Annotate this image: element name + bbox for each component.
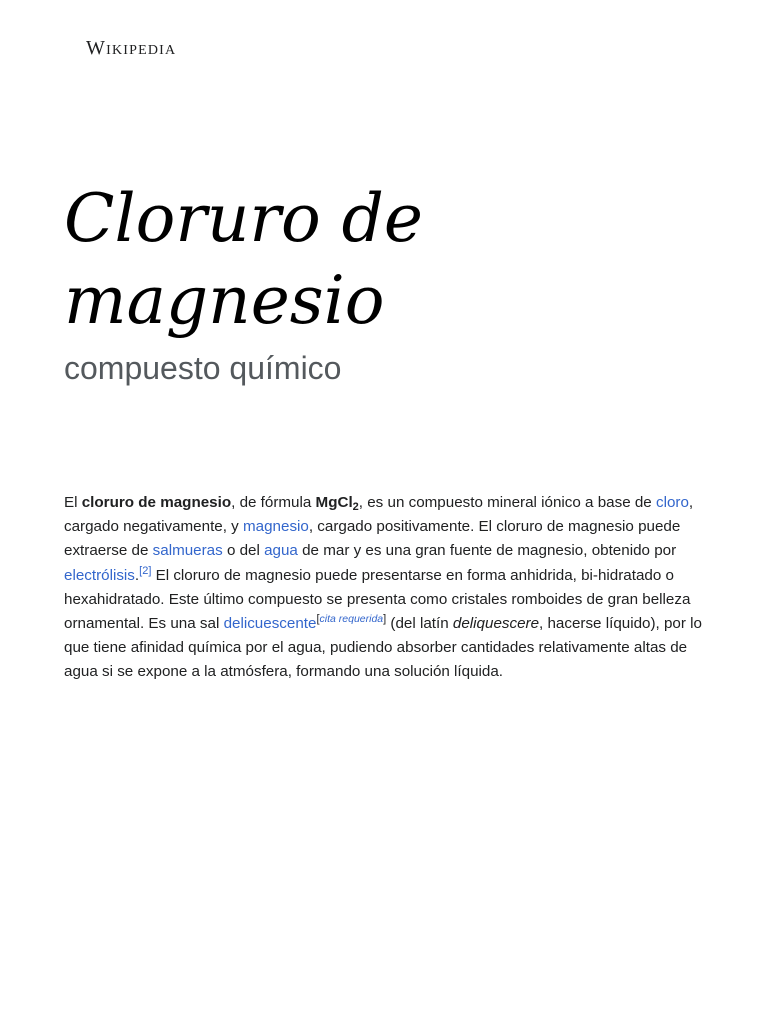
text-run: de mar y es una gran fuente de magnesio, obtenido por — [297, 542, 677, 560]
text-run: El cloruro de magnesio puede presentarse en forma anhidrida, bi-hidratado o hexahidratado. Este último compuesto se presenta como cristales romboides de gran belleza ornamental. Es una sal — [64, 566, 691, 633]
text-run: (del latín — [386, 615, 453, 633]
chemical-formula — [316, 494, 359, 511]
text-run: , cargado positivamente. El cloruro de magnesio puede extraerse de — [64, 518, 681, 560]
link-electrolisis[interactable]: electrólisis — [64, 566, 135, 584]
text-run: , de fórmula — [231, 494, 316, 511]
reference-2[interactable] — [139, 565, 151, 577]
link-agua[interactable]: agua — [264, 542, 298, 560]
link-delicuescente[interactable]: delicuescente — [223, 615, 317, 633]
latin-term: deliquescere — [452, 615, 540, 633]
text-run: , es un compuesto mineral iónico a base de — [358, 494, 656, 511]
text-run: El — [64, 494, 82, 511]
bracket-close: ] — [383, 613, 387, 626]
bold-term: cloruro de magnesio — [81, 494, 232, 511]
text-run: o del — [222, 542, 265, 560]
page-subtitle: compuesto químico — [64, 350, 342, 386]
wikipedia-logo[interactable] — [86, 38, 176, 58]
citation-needed-text: cita requerida — [319, 613, 384, 626]
formula-base: MgCl — [315, 494, 353, 511]
bracket-open: [ — [316, 613, 320, 626]
link-magnesio[interactable]: magnesio — [243, 518, 309, 536]
logo-text: Wikipedia — [86, 37, 177, 59]
citation-needed — [316, 613, 386, 625]
text-run: , hacerse líquido), por lo que tiene afinidad química por el agua, pudiendo absorber cantidades relativamente altas de agua si se expone a la atmósfera, formando una solución líquida. — [64, 615, 702, 681]
link-salmueras[interactable]: salmueras — [152, 542, 223, 560]
text-run: , cargado negativamente, y — [64, 494, 694, 536]
link-cloro[interactable]: cloro — [655, 494, 689, 511]
citation-needed-link[interactable] — [319, 613, 387, 626]
article-paragraph — [64, 491, 704, 685]
reference-link[interactable]: [2] — [139, 564, 152, 577]
page-title: Cloruro de magnesio — [64, 180, 423, 339]
formula-subscript: 2 — [352, 501, 359, 513]
text-run: . — [134, 566, 140, 584]
